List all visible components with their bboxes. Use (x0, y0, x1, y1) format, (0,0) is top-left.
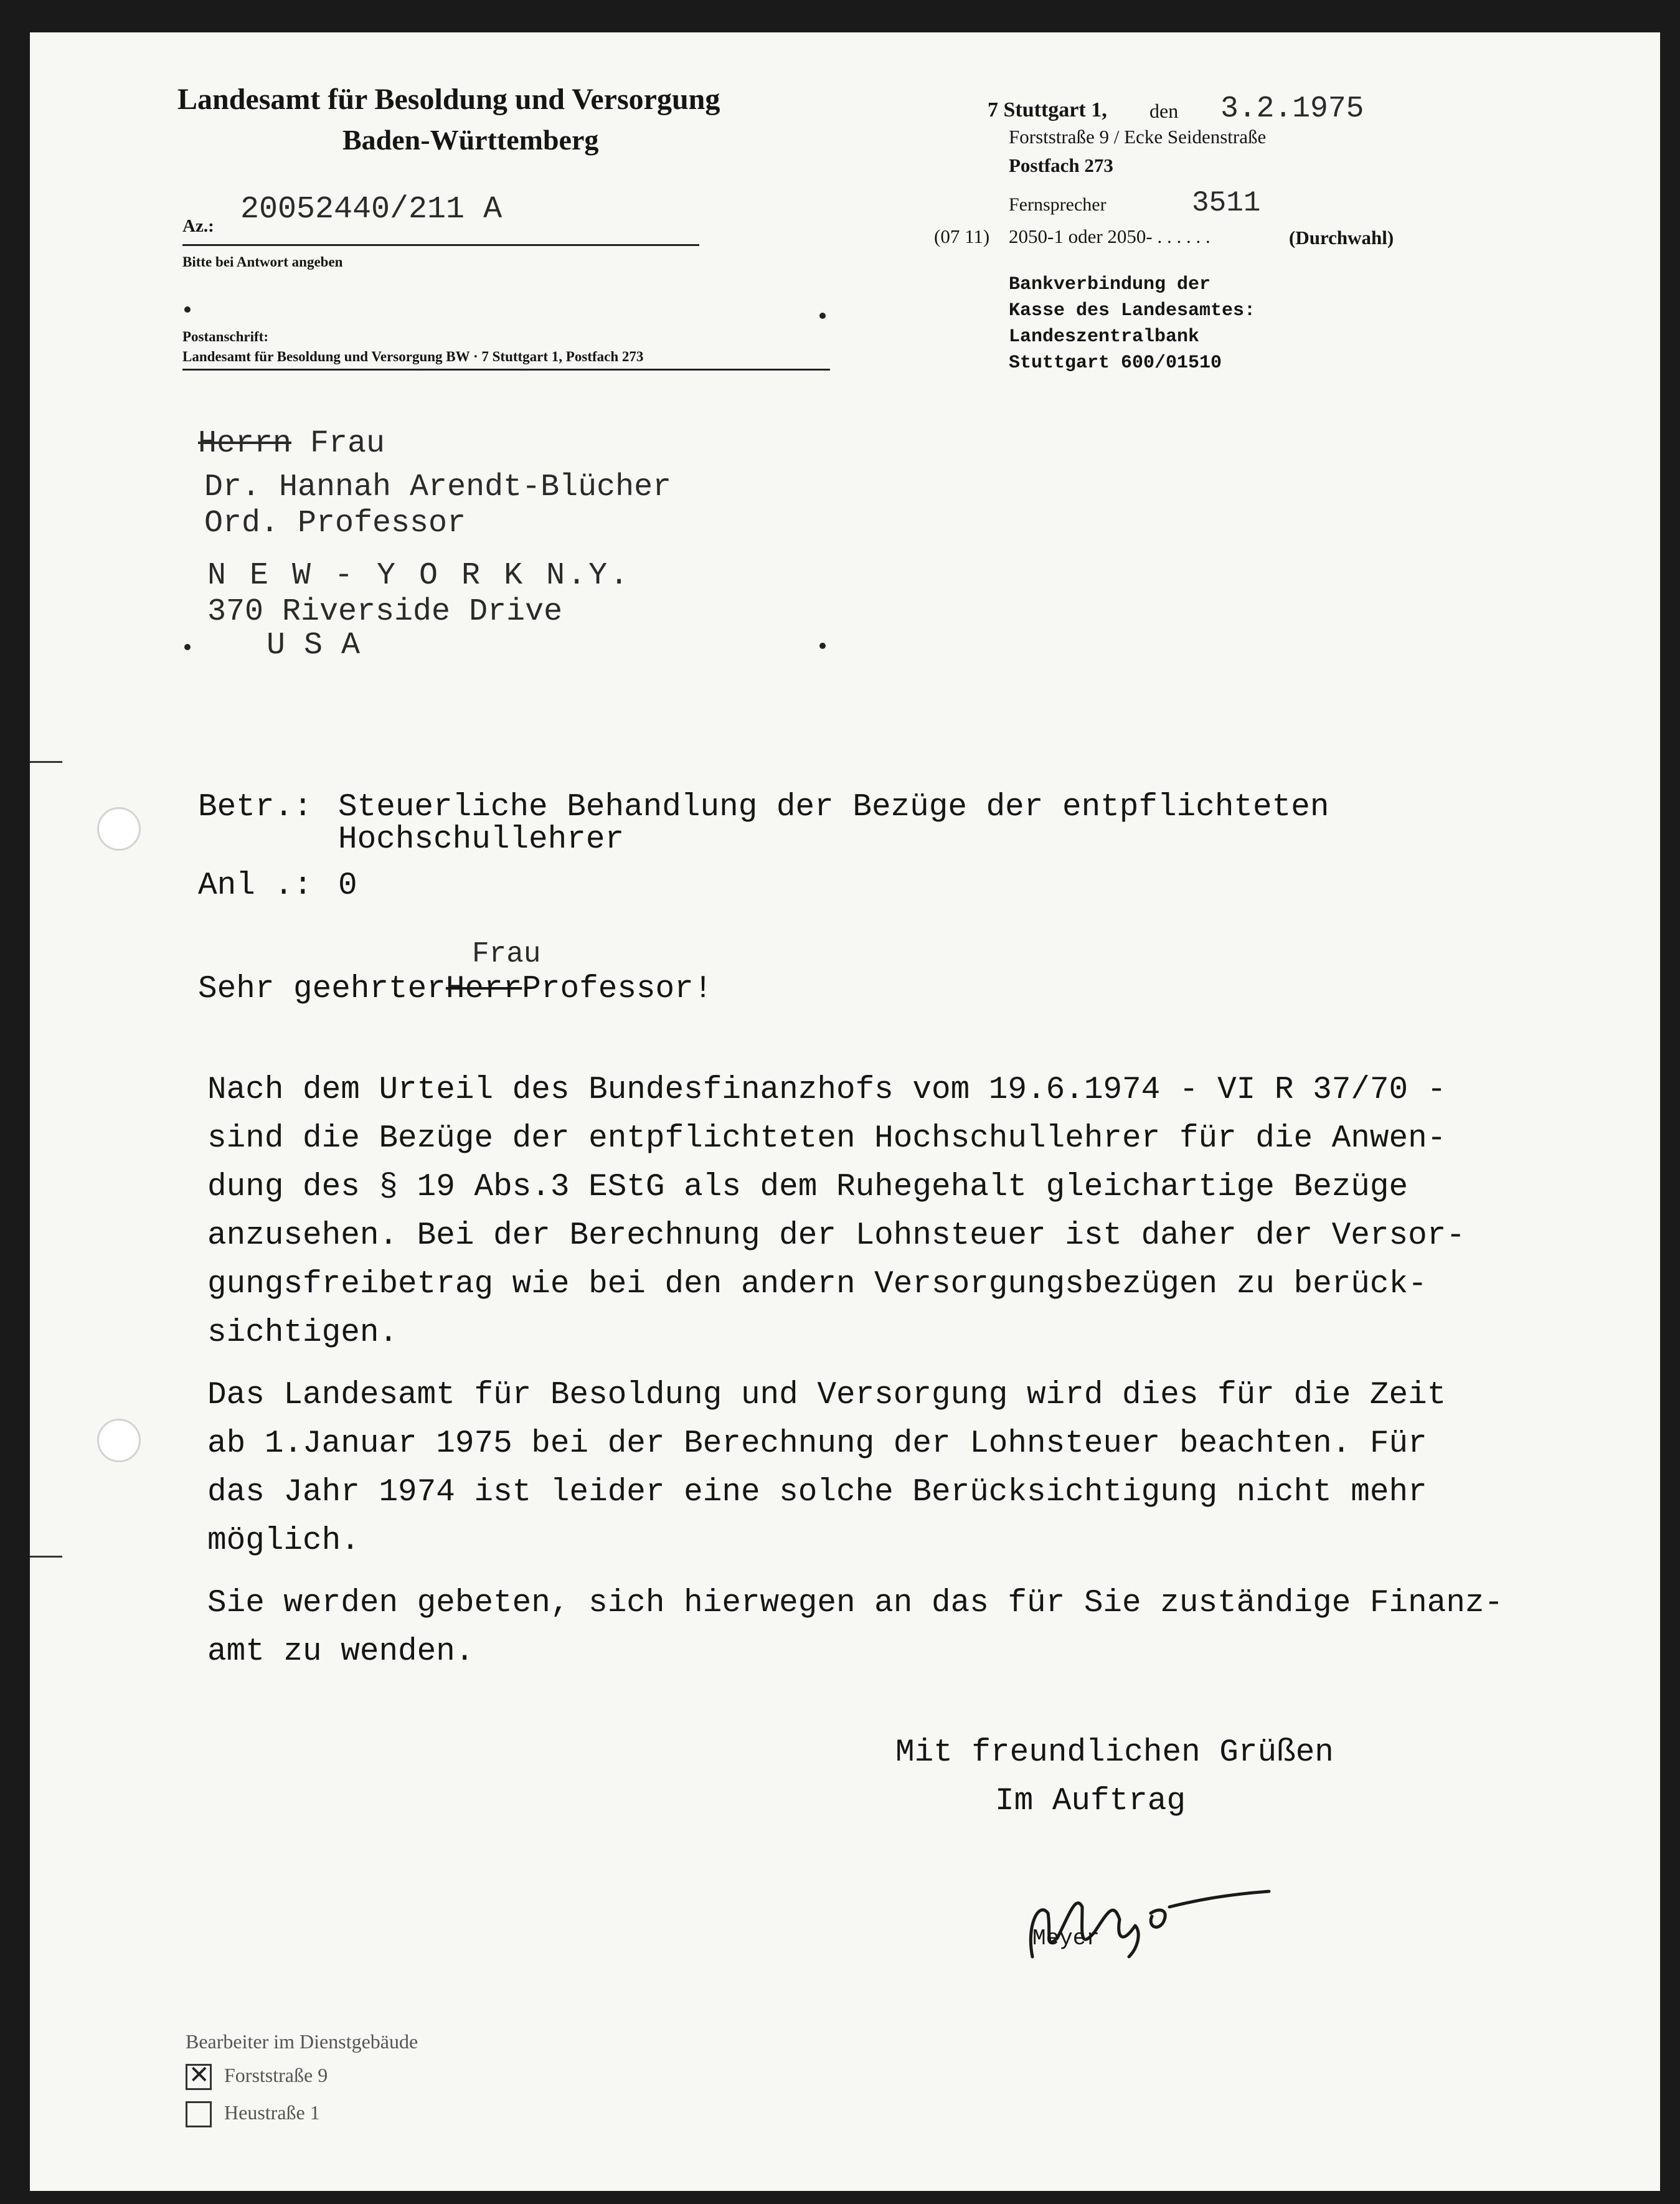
salutation-frau: Frau (310, 426, 385, 461)
body-line: dung des § 19 Abs.3 EStG als dem Ruhegehalt gleichartige Bezüge (207, 1170, 1409, 1205)
org-state: Baden-Württemberg (342, 124, 599, 156)
greeting-struck: Herr (445, 972, 522, 1007)
direct-dial: (Durchwahl) (1289, 227, 1394, 248)
greeting-prefix: Sehr geehrter (198, 972, 446, 1007)
punch-hole-bottom (97, 1419, 141, 1462)
date-label: den (1149, 100, 1179, 122)
letter-page (30, 32, 1660, 2191)
recipient-street: 370 Riverside Drive (207, 594, 563, 630)
attachments-value: 0 (338, 868, 357, 904)
body-line: gungsfreibetrag wie bei den andern Versorgungsbezügen zu berück- (207, 1267, 1427, 1302)
window-mark (819, 313, 826, 319)
body-line: sind die Bezüge der entpflichteten Hochschullehrer für die Anwen- (207, 1121, 1446, 1156)
az-label: Az.: (182, 216, 214, 236)
office-label: Bearbeiter im Dienstgebäude (186, 2030, 418, 2053)
body-line: möglich. (207, 1523, 360, 1559)
postal-label: Postanschrift: (182, 329, 268, 344)
recipient-city: N E W - Y O R K N.Y. (207, 558, 631, 594)
reply-note: Bitte bei Antwort angeben (182, 254, 343, 270)
phone-label: Fernsprecher (1009, 194, 1107, 215)
attachments-label: Anl .: (198, 868, 313, 904)
body-paragraph-3 (207, 1579, 1503, 1677)
greeting (198, 972, 712, 1007)
greeting-suffix: Professor! (522, 972, 713, 1007)
body-line: Sie werden gebeten, sich hierwegen an das für Sie zuständige Finanz- (207, 1586, 1504, 1621)
checkbox-heustrasse[interactable] (186, 2101, 212, 2127)
body-line: das Jahr 1974 ist leider eine solche Berücksichtigung nicht mehr (207, 1475, 1427, 1510)
signer-name: Meyer (1032, 1926, 1100, 1951)
body-line: Das Landesamt für Besoldung und Versorgung wird dies für die Zeit (207, 1378, 1446, 1413)
body-line: anzusehen. Bei der Berechnung der Lohnsteuer ist daher der Versor- (207, 1218, 1465, 1254)
bank-line: Kasse des Landesamtes: (1009, 300, 1256, 321)
body-line: sichtigen. (207, 1315, 399, 1351)
fold-mark-lower (30, 1556, 62, 1558)
sender-postbox: Postfach 273 (1009, 154, 1113, 176)
az-underline (182, 244, 699, 246)
az-value: 20052440/211 A (240, 192, 503, 227)
fold-mark-upper (30, 761, 62, 763)
body-line: Nach dem Urteil des Bundesfinanzhofs vom 19.6.1974 - VI R 37/70 - (207, 1072, 1446, 1108)
closing-line: Mit freundlichen Grüßen (895, 1735, 1334, 1771)
subject-label: Betr.: (198, 790, 313, 825)
sender-city: 7 Stuttgart 1, (988, 98, 1107, 121)
recipient-name: Dr. Hannah Arendt-Blücher (204, 470, 672, 505)
greeting-inserted: Frau (472, 938, 541, 970)
recipient-salutation (198, 426, 385, 461)
subject-line: Hochschullehrer (338, 822, 625, 858)
bank-line: Landeszentralbank (1009, 326, 1200, 348)
postal-underline (182, 369, 830, 371)
bank-line: Stuttgart 600/01510 (1009, 352, 1222, 374)
body-paragraph-2 (207, 1371, 1446, 1566)
postal-address: Landesamt für Besoldung und Versorgung BW · 7 Stuttgart 1, Postfach 273 (182, 349, 644, 364)
bank-line: Bankverbindung der (1009, 274, 1211, 295)
closing-line: Im Auftrag (995, 1784, 1186, 1819)
phone-extension: 3511 (1192, 187, 1261, 219)
subject-line: Steuerliche Behandlung der Bezüge der entpflichteten (338, 790, 1329, 825)
handwritten-signature (989, 1838, 1300, 2000)
sender-street: Forststraße 9 / Ecke Seidenstraße (1009, 126, 1267, 148)
punch-hole-top (97, 807, 141, 851)
struck-salutation: Herrn (198, 426, 292, 461)
area-code: (07 11) (934, 225, 990, 247)
option-forststrasse: Forststraße 9 (224, 2064, 328, 2086)
org-name: Landesamt für Besoldung und Versorgung (177, 83, 720, 116)
window-mark (184, 306, 191, 313)
body-paragraph-1 (207, 1066, 1465, 1358)
window-mark (184, 644, 191, 650)
option-heustrasse: Heustraße 1 (224, 2101, 320, 2124)
window-mark (819, 643, 826, 649)
body-line: amt zu wenden. (207, 1634, 474, 1670)
check-mark-icon: ✕ (189, 2061, 210, 2089)
body-line: ab 1.Januar 1975 bei der Berechnung der Lohnsteuer beachten. Für (207, 1426, 1427, 1462)
recipient-title: Ord. Professor (204, 506, 466, 541)
recipient-country: U S A (267, 628, 361, 663)
letter-date: 3.2.1975 (1220, 92, 1364, 126)
phone-numbers: 2050-1 oder 2050- . . . . . . (1009, 225, 1210, 247)
checkbox-forststrasse[interactable] (186, 2061, 212, 2090)
